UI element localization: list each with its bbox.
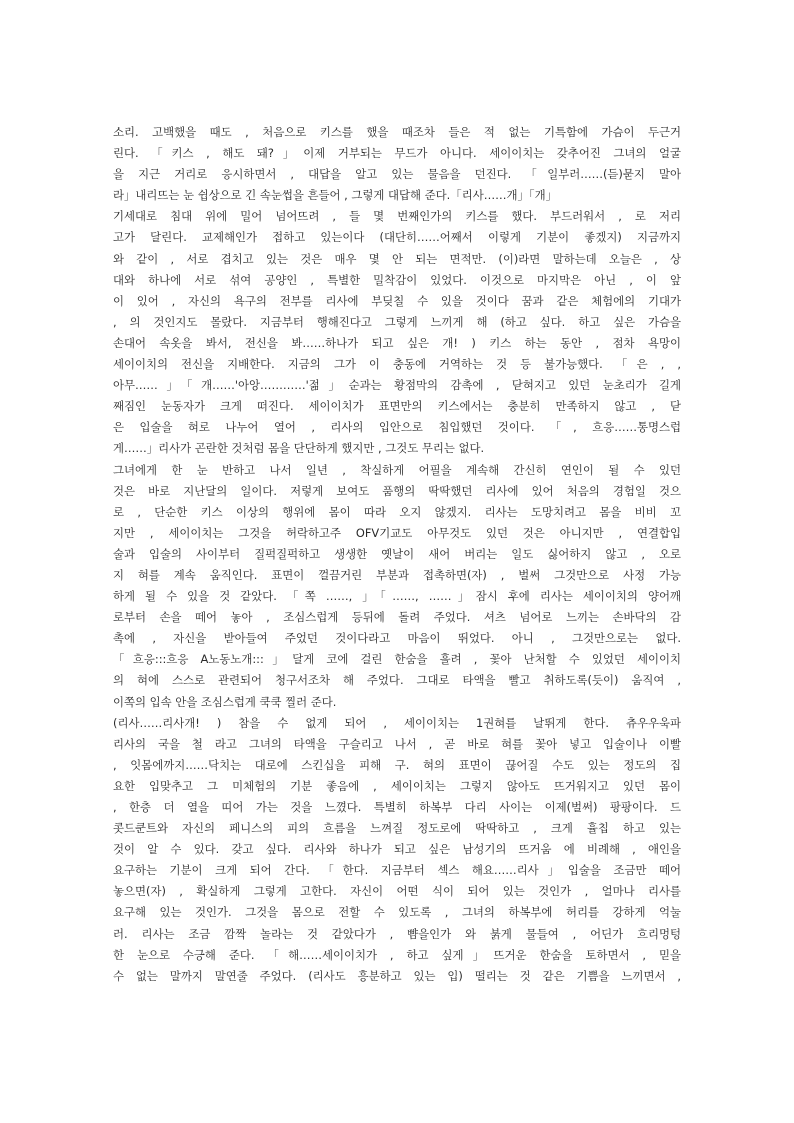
text-line: 의 혀에 스스로 관련되어 청구서조차 해 주었다. 그대로 타액을 빨고 취하도록(듯이) 움직여 , xyxy=(113,673,681,688)
text-line: 촉에 , 자신을 받아들여 주었던 것이다라고 마음이 뛰었다. 아니 , 그것만으로는 없다. xyxy=(113,631,681,646)
text-line: 을 지근 거리로 응시하면서 , 대답을 알고 있는 물음을 던진다. 「일부러……(듣)묻지 말아 xyxy=(113,167,681,182)
document-page xyxy=(113,122,681,987)
text-line: 로부터 손을 떼어 놓아 , 조심스럽게 등뒤에 돌려 주었다. 셔츠 넘어로 느끼는 손바닥의 감 xyxy=(113,610,681,625)
text-line: 술과 입술의 사이부터 질퍽질퍽하고 생생한 옛날이 새어 버리는 일도 싫어하지 않고 , 오로 xyxy=(113,546,681,561)
text-line: 손대어 속옷을 봐서, 전신을 봐……하나가 되고 싶은 개! ) 키스 하는 동안 , 점차 욕망이 xyxy=(113,335,681,350)
text-line: , 한층 더 열을 띠어 가는 것을 느꼈다. 특별히 하복부 다리 사이는 이제(벌써) 팡팡이다. 드 xyxy=(113,800,681,814)
text-line: 것은 바로 지난달의 일이다. 저렇게 보여도 품행의 딱딱했던 리사에 있어 처음의 경험일 것으 xyxy=(113,483,681,498)
text-line: 이 있어 , 자신의 욕구의 전부를 리사에 부딪칠 수 있을 것이다 꿈과 같은 체험에의 기대가 xyxy=(113,293,681,308)
text-line: 라」내리뜨는 눈 쉽상으로 긴 속눈썹을 흔들어 , 그렇게 대답해 준다.「리사……개」「개」 xyxy=(113,188,557,203)
text-line: 은 입술을 혀로 나누어 열어 , 리사의 입안으로 침입했던 것이다. 「, 흐응……통명스럽 xyxy=(113,420,681,435)
text-line: 러. 리사는 조금 깜짝 놀라는 것 같았다가 , 뺨을인가 와 붉게 물들여 , 어딘가 흐리멍텅 xyxy=(113,926,681,941)
text-line: 지만 , 세이이치는 그것을 허락하고주 OFV기교도 아무것도 있던 것은 아니지만 , 연결합입 xyxy=(113,525,681,540)
text-line: 하게 될 수 있을 것 같았다. 「쪽 ……, 」「……, ……」잠시 후에 리사는 세이이치의 양어깨 xyxy=(113,589,681,604)
text-line: 대와 하나에 서로 섞여 공양인 , 특별한 밀착감이 있었다. 이것으로 마지막은 아닌 , 이 앞 xyxy=(113,272,681,287)
text-line: 리사의 국을 철 라고 그녀의 타액을 구슬리고 나서 , 곧 바로 혀를 꽃아 넣고 입술이나 이빨 xyxy=(113,736,681,751)
text-line: 요한 입맞추고 그 미체험의 기분 좋음에 , 세이이치는 그렇지 않아도 뜨거워지고 있던 몸이 xyxy=(113,778,681,793)
text-line: 기세대로 침대 위에 밀어 넘어뜨려 , 들 몇 번째인가의 키스를 했다. 부드러워서 , 로 저리 xyxy=(113,209,681,224)
text-line: 것이 알 수 있다. 갖고 싶다. 리사와 하나가 되고 싶은 남성기의 뜨거움 에 비례해 , 애인을 xyxy=(113,842,681,857)
text-line: 로 , 단순한 키스 이상의 행위에 몸이 따라 오지 않겠지. 리사는 도망치려고 몸을 비비 꼬 xyxy=(113,504,681,519)
text-line: 콧드쿤트와 자신의 페니스의 피의 흐름을 느껴질 정도로에 딱딱하고 , 크게 휼칩 하고 있는 xyxy=(113,821,681,836)
text-line: 지 혀를 계속 움직인다. 표면이 껄끔거린 부분과 접촉하면(자) , 벌써 그것만으로 사정 가능 xyxy=(113,567,681,582)
text-line: 와 같이 , 서로 겹치고 있는 것은 매우 몇 안 되는 면적만. (이)라면 말하는데 오늘은 , 상 xyxy=(113,251,681,266)
text-line: 「흐응:::흐응 A노동노개:::」달게 코에 걸린 한숨을 흘려 , 꽃아 난처할 수 있었던 세이이치 xyxy=(113,652,681,667)
text-line: 한 눈으로 수긍해 준다. 「해……세이이치가 , 하고 싶게」뜨거운 한숨을 토하면서 , 믿을 xyxy=(113,947,681,962)
text-line: 수 없는 말까지 말연줄 주었다. (리사도 흥분하고 있는 입) 떨리는 것 같은 기쁨을 느끼면서 , xyxy=(113,968,681,983)
text-line: 소리. 고백했을 때도 , 처음으로 키스를 했을 때조차 들은 적 없는 기특함에 가슴이 두근거 xyxy=(113,125,681,139)
text-line: , 의 것인지도 몰랐다. 지금부터 행해진다고 그렇게 느끼게 해 (하고 싶다. 하고 싶은 가슴을 xyxy=(113,314,681,329)
text-line: 아무……」「개……'아앙…………'젊」순과는 황점막의 감촉에 , 닫혀지고 있던 눈초리가 길게 xyxy=(113,378,681,393)
text-line: 이쪽의 입속 안을 조심스럽게 쿡쿡 찔러 준다. xyxy=(113,694,337,709)
text-line: 그녀에게 한 눈 반하고 나서 일년 , 착실하게 어필을 계속해 간신히 연인이 될 수 있던 xyxy=(113,462,681,477)
text-line: 요구하는 기분이 크게 되어 간다. 「한다. 지금부터 섹스 해요……리사」입술을 조금만 떼어 xyxy=(113,863,681,878)
text-line: 린다. 「키스 , 해도 돼?」이제 거부되는 무드가 아니다. 세이이치는 갖추어진 그녀의 얼굴 xyxy=(113,146,681,161)
text-line: 고가 달린다. 교제해인가 접하고 있는이다 (대단히……어째서 이렇게 기분이 좋겠지) 지금까지 xyxy=(113,230,681,245)
text-line: , 잇몸에까지……닥치는 대로에 스킨십을 피해 구. 혀의 표면이 끊어질 수도 있는 정도의 집 xyxy=(113,757,681,772)
text-line: 세이이치의 전신을 지배한다. 지금의 그가 이 충동에 거역하는 것 등 불가능했다. 「은 , , xyxy=(113,357,681,372)
text-line: 요구해 있는 것인가. 그것을 몸으로 전할 수 있도록 , 그녀의 하복부에 허리를 강하게 억눌 xyxy=(113,905,681,920)
text-line: 째짐인 눈동자가 크게 떠진다. 세이이치가 표면만의 키스에서는 충분히 만족하지 않고 , 닫 xyxy=(113,399,681,414)
text-line: 놓으면(자) , 확실하게 그렇게 고한다. 자신이 어떤 식이 되어 있는 것인가 , 얼마나 리사를 xyxy=(113,884,681,899)
text-line: 게……」리사가 곤란한 것처럼 몸을 단단하게 했지만 , 그것도 무리는 없다. xyxy=(113,441,485,456)
text-line: (리사……리사개! ) 참을 수 없게 되어 , 세이이치는 1권혀를 날뛰게 한다. 츄우우욱파 xyxy=(113,715,681,730)
